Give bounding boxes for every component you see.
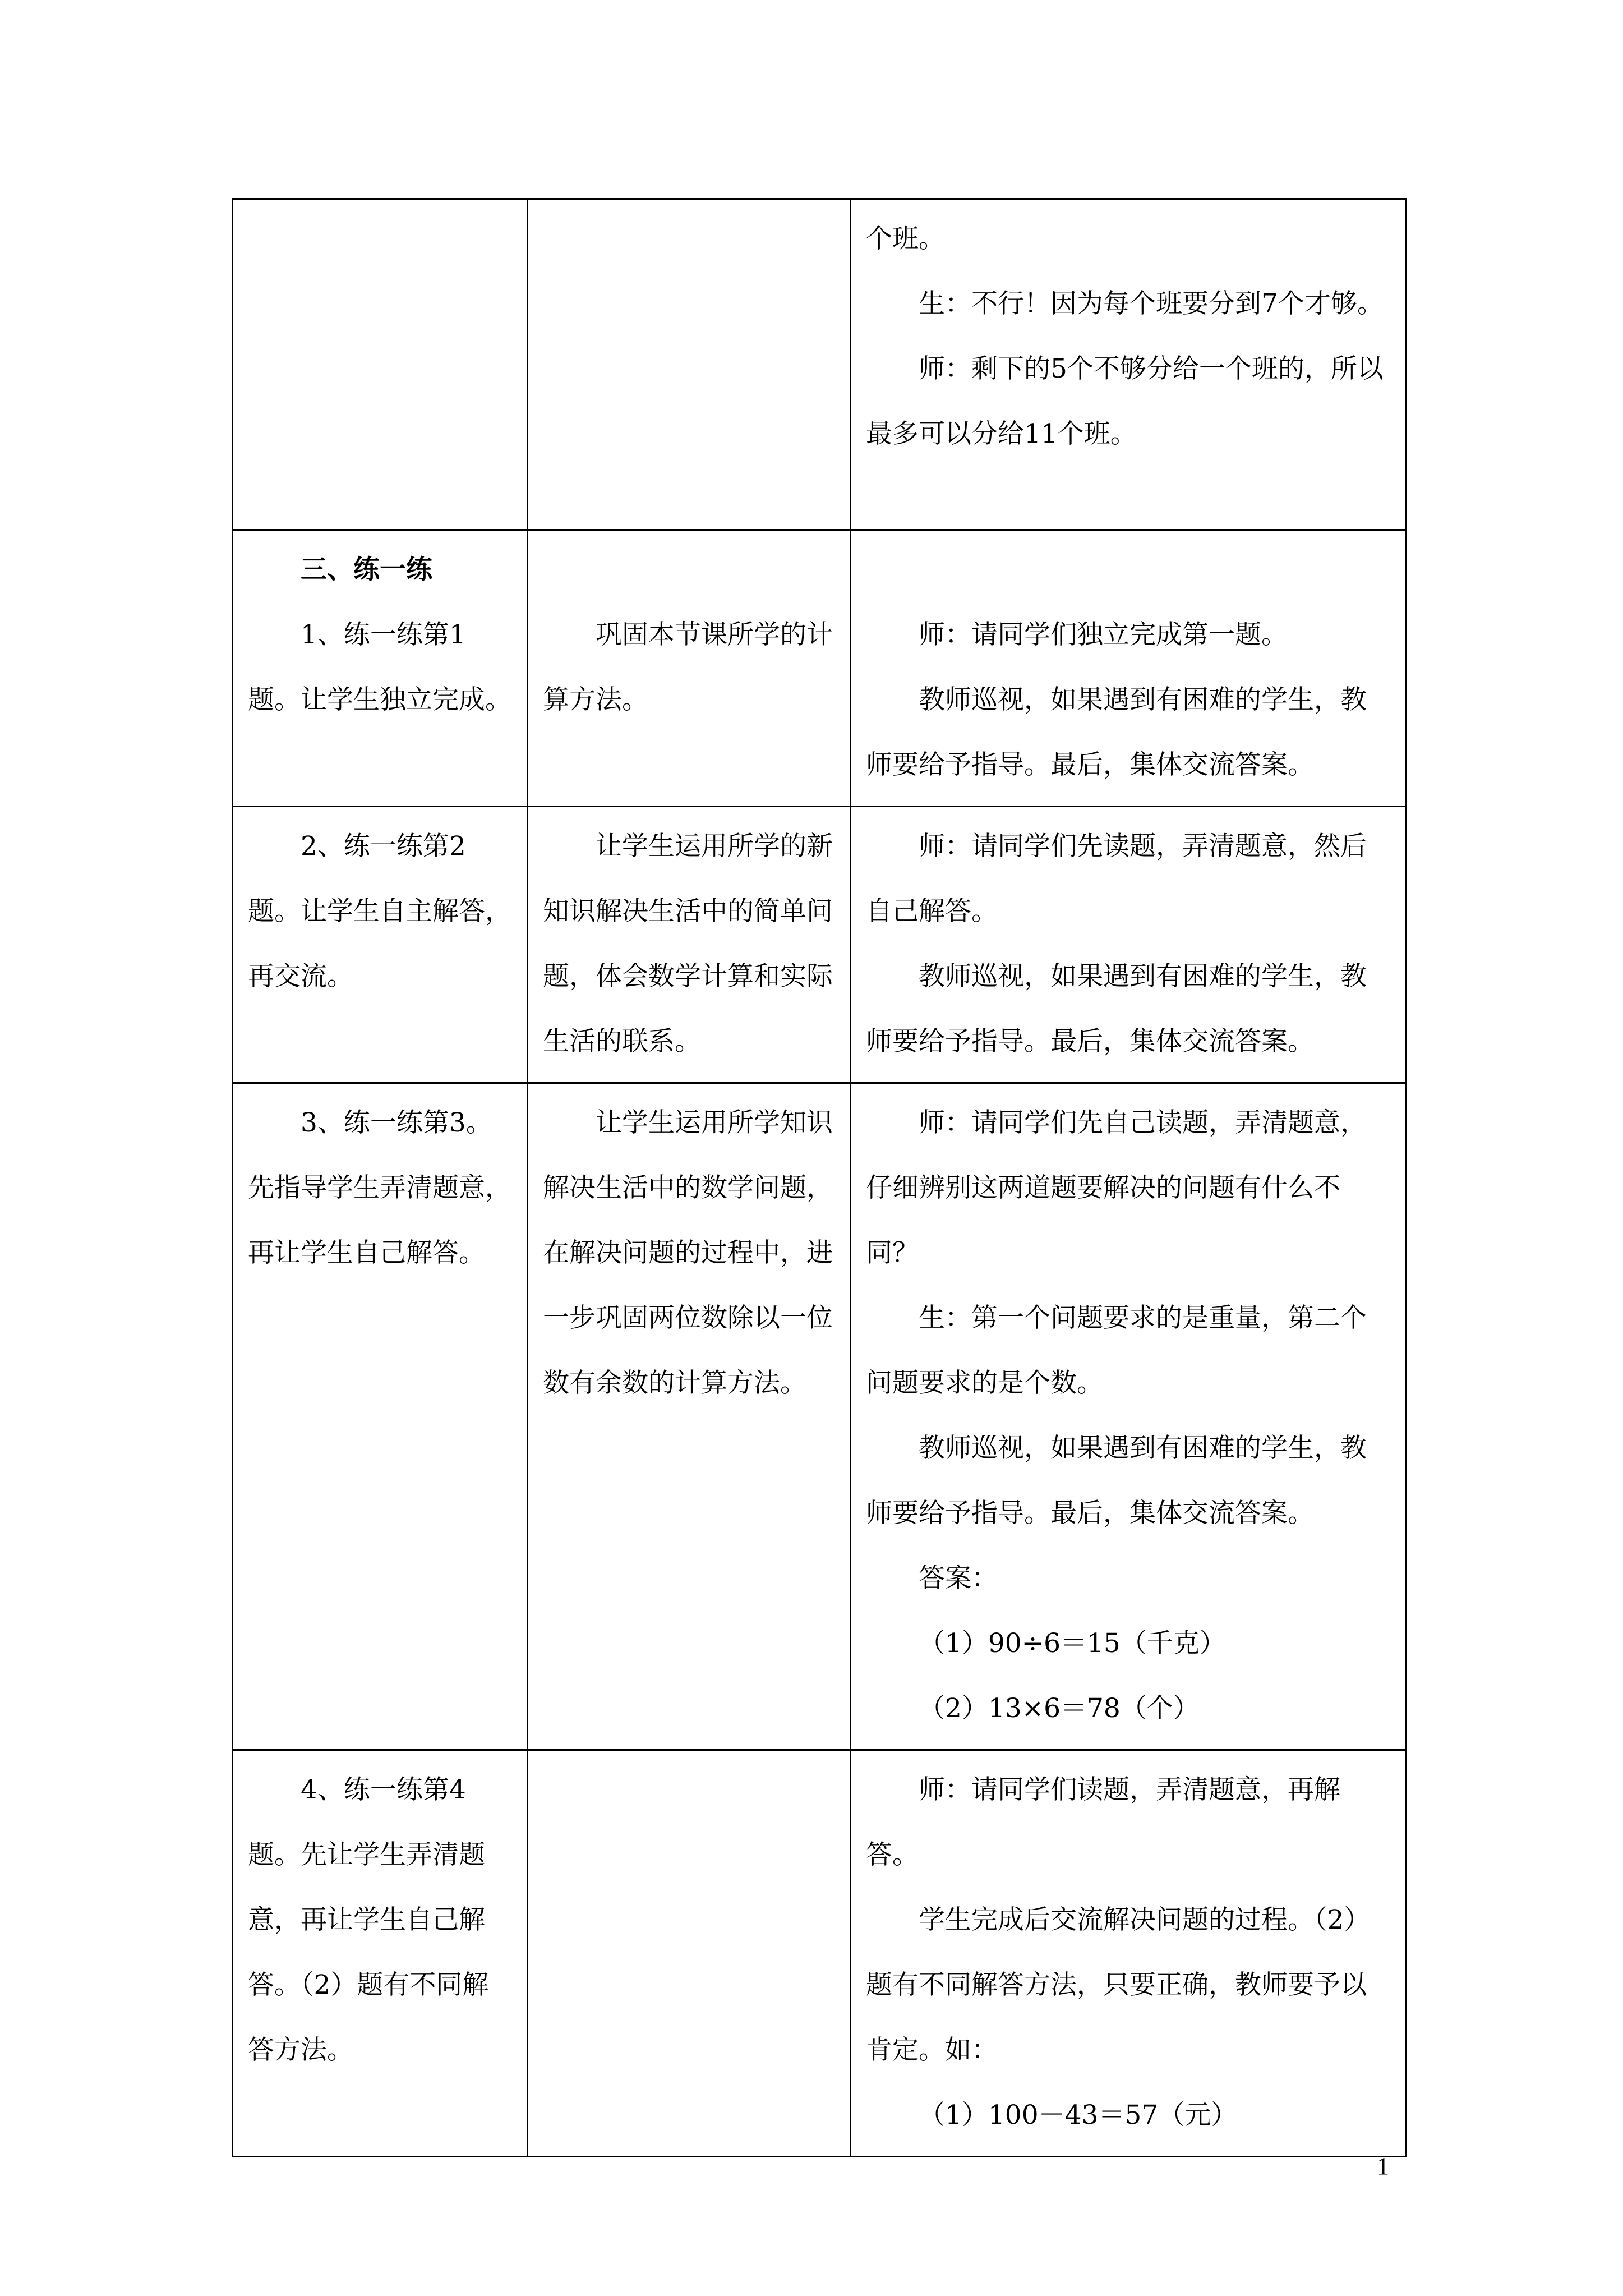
cell-paragraph: 让学生运用所学知识解决生活中的数学问题，在解决问题的过程中，进一步巩固两位数除以一位数有余数的计算方法。 [543, 1107, 833, 1398]
cell-paragraph: （2）13×6＝78（个） [919, 1693, 1200, 1724]
cell-paragraph: 答案： [919, 1563, 998, 1594]
cell-paragraph: （1）100－43＝57（元） [919, 2100, 1238, 2131]
cell-paragraph [543, 537, 835, 602]
intent-cell [528, 1750, 851, 2157]
table-row [233, 1750, 1406, 2157]
cell-paragraph: 个班。 [866, 223, 945, 254]
activity-cell [851, 807, 1406, 1083]
table-row [233, 199, 1406, 530]
activity-cell [851, 1750, 1406, 2157]
cell-paragraph: 师：请同学们独立完成第一题。 [919, 619, 1288, 650]
activity-cell [851, 1083, 1406, 1750]
table-row [233, 1083, 1406, 1750]
cell-paragraph: 生：不行！因为每个班要分到7个才够。 [919, 288, 1384, 319]
process-cell [233, 1750, 528, 2157]
cell-paragraph: 3、练一练第3。先指导学生弄清题意，再让学生自己解答。 [248, 1107, 511, 1268]
cell-paragraph [866, 537, 1390, 602]
table-row [233, 807, 1406, 1083]
cell-paragraph: 三、练一练 [301, 554, 432, 585]
cell-paragraph: 师：请同学们先自己读题，弄清题意，仔细辨别这两道题要解决的问题有什么不同？ [866, 1107, 1367, 1268]
intent-cell [528, 1083, 851, 1750]
cell-paragraph: 学生完成后交流解决问题的过程。（2）题有不同解答方法，只要正确，教师要予以肯定。如： [866, 1904, 1371, 2065]
cell-paragraph: 1、练一练第1题。让学生独立完成。 [248, 619, 511, 715]
cell-paragraph: 生：第一个问题要求的是重量，第二个问题要求的是个数。 [866, 1303, 1367, 1398]
cell-paragraph: 2、练一练第2题。让学生自主解答，再交流。 [248, 831, 511, 992]
activity-cell [851, 199, 1406, 530]
cell-paragraph: 巩固本节课所学的计算方法。 [543, 619, 833, 715]
cell-paragraph: 师：剩下的5个不够分给一个班的，所以最多可以分给11个班。 [866, 353, 1384, 449]
activity-cell [851, 530, 1406, 807]
process-cell [233, 807, 528, 1083]
process-cell [233, 199, 528, 530]
lesson-plan-body [233, 199, 1406, 2157]
cell-paragraph: 让学生运用所学的新知识解决生活中的简单问题，体会数学计算和实际生活的联系。 [543, 831, 833, 1057]
page-number: 1 [1377, 2152, 1389, 2180]
intent-cell [528, 807, 851, 1083]
process-cell [233, 530, 528, 807]
cell-paragraph: 师：请同学们先读题，弄清题意，然后自己解答。 [866, 831, 1367, 927]
table-row [233, 530, 1406, 807]
cell-paragraph: 教师巡视，如果遇到有困难的学生，教师要给予指导。最后，集体交流答案。 [866, 1433, 1367, 1529]
cell-paragraph: 教师巡视，如果遇到有困难的学生，教师要给予指导。最后，集体交流答案。 [866, 684, 1367, 780]
cell-paragraph: 教师巡视，如果遇到有困难的学生，教师要给予指导。最后，集体交流答案。 [866, 961, 1367, 1057]
cell-paragraph: 师：请同学们读题，弄清题意，再解答。 [866, 1774, 1340, 1870]
cell-paragraph: 4、练一练第4题。先让学生弄清题意，再让学生自己解答。（2）题有不同解答方法。 [248, 1774, 489, 2065]
intent-cell [528, 199, 851, 530]
lesson-plan-table [232, 198, 1407, 2157]
intent-cell [528, 530, 851, 807]
process-cell [233, 1083, 528, 1750]
cell-paragraph: （1）90÷6＝15（千克） [919, 1628, 1226, 1659]
